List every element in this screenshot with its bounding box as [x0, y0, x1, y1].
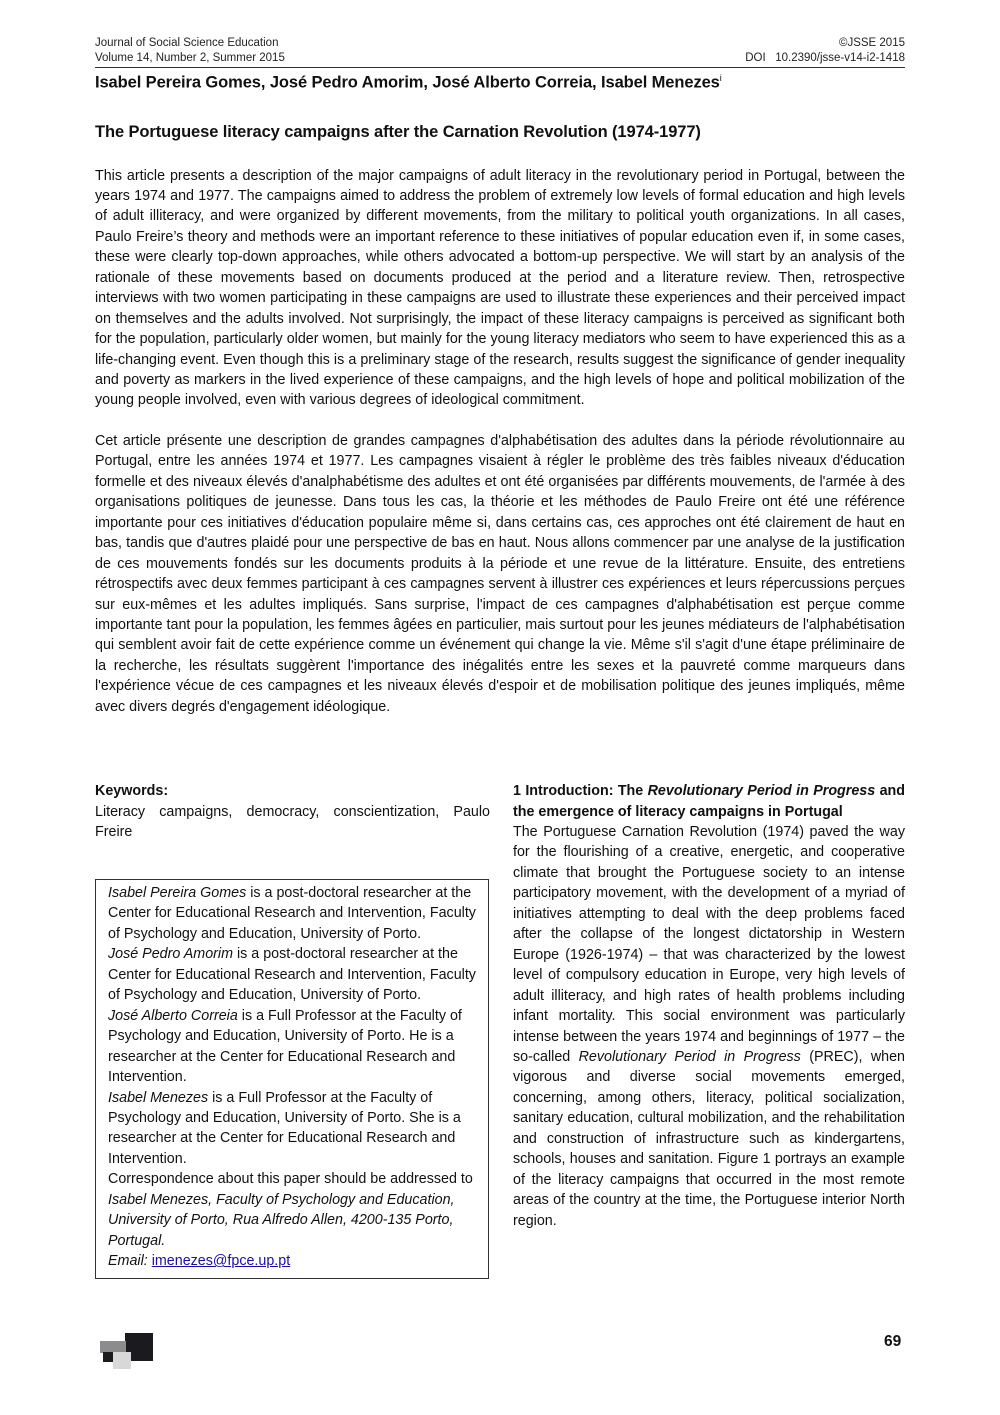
keywords-label: Keywords: — [95, 783, 169, 799]
doi: DOI 10.2390/jsse-v14-i2-1418 — [745, 52, 905, 64]
journal-logo-icon — [100, 1333, 160, 1369]
bio-item — [108, 1006, 476, 1088]
running-header — [95, 36, 905, 68]
email-link[interactable]: imenezes@fpce.up.pt — [151, 1253, 291, 1270]
correspondence-address: Isabel Menezes, Faculty of Psychology and Education, University of Porto, Rua Alfredo Allen, 4200-135 Porto, Portugal. — [108, 1191, 455, 1249]
bio-name: Isabel Menezes — [108, 1089, 209, 1106]
authors-text: Isabel Pereira Gomes, José Pedro Amorim, José Alberto Correia, Isabel Menezes — [95, 73, 720, 92]
journal-name: Journal of Social Science Education — [95, 37, 279, 49]
heading-prefix: 1 Introduction: The — [513, 783, 648, 799]
right-column — [513, 781, 905, 1231]
author-bio-box — [95, 879, 489, 1279]
article-title: The Portuguese literacy campaigns after the Carnation Revolution (1974-1977) — [95, 122, 701, 141]
bio-item — [108, 944, 476, 1005]
keywords-text: Literacy campaigns, democracy, conscientization, Paulo Freire — [95, 803, 490, 840]
correspondence — [108, 1169, 476, 1251]
bio-name: José Pedro Amorim — [108, 946, 234, 963]
bio-name: Isabel Pereira Gomes — [108, 885, 247, 901]
abstract-english: This article presents a description of the major campaigns of adult literacy in the revolutionary period in Portugal, between the years 1974 and 1977. The campaigns aimed to address the problem of extremely low levels of formal education and high levels of adult illiteracy, and were organized by different movements, from the military to political youth organizations. In all cases, Paulo Freire’s theory and methods were an important reference to these initiatives of popular education even if, in some cases, these were clearly top-down approaches, while others advocated a bottom-up perspective. We will start by an analysis of the rationale of these movements based on documents produced at the period and a literature review. Then, retrospective interviews with two women participating in these campaigns are used to illustrate these experiences and their perceived impact on themselves and the adults involved. Not surprisingly, the impact of these literacy campaigns is perceived as significant both for the population, particularly older women, but mainly for the young literacy mediators who seem to have experienced this as a life-changing event. Even though this is a preliminary stage of the research, results suggest the significance of gender inequality and poverty as markers in the lived experience of these campaigns, and the high levels of hope and political mobilization of the young people involved, even with various degrees of ideological commitment. — [95, 167, 905, 409]
bio-text: is a post-doctoral researcher at the Center for Educational Research and Intervention, Faculty of Psychology and Education, University of Porto. — [108, 946, 476, 1004]
journal-page — [95, 36, 905, 1270]
body-italic: Revolutionary Period in Progress — [578, 1048, 801, 1065]
left-column — [95, 781, 490, 1270]
section-heading — [513, 781, 905, 822]
bio-name: José Alberto Correia — [108, 1007, 238, 1024]
section-body — [513, 822, 905, 1231]
bio-text: is a post-doctoral researcher at the Center for Educational Research and Intervention, Faculty of Psychology and Education, University of Porto. — [108, 885, 476, 942]
bio-text: is a Full Professor at the Faculty of Psychology and Education, University of Porto. She is a researcher at the Center for Educational Research and Intervention. — [108, 1089, 461, 1167]
correspondence-prefix: Correspondence about this paper should be addressed to — [108, 1171, 473, 1188]
bio-item — [108, 883, 476, 944]
volume-info: Volume 14, Number 2, Summer 2015 — [95, 52, 285, 64]
body-text: The Portuguese Carnation Revolution (1974) paved the way for the flourishing of a creative, energetic, and cooperative climate that brought the Portuguese society to an intense participatory movement, with the development of a myriad of initiatives attempting to deal with the deep problems faced after the collapse of the longest dictatorship in Western Europe (1926-1974) – that was characterized by the lowest level of compulsory education in Europe, very high levels of adult illiteracy, and high rates of health problems including infant mortality. This social environment was particularly intense between the years 1974 and beginnings of 1977 – the so-called — [513, 824, 905, 1065]
abstract-french: Cet article présente une description de grandes campagnes d'alphabétisation des adultes dans la période révolutionnaire au Portugal, entre les années 1974 et 1977. Les campagnes visaient à régler le problème des très faibles niveaux d'éducation formelle et des niveaux élevés d'analphabétisme des adultes et ont été organisées par différents mouvements, de l'armée à des organisations politiques de jeunesse. Dans tous les cas, la théorie et les méthodes de Paulo Freire ont été une référence importante pour ces initiatives d'éducation populaire même si, dans certains cas, ces approches ont été clairement de haut en bas, tandis que d'autres plaidé pour une perspective de bas en haut. Nous allons commencer par une analyse de la justification de ces mouvements fondés sur les documents produits à la période et une revue de la littérature. Ensuite, des entretiens rétrospectifs avec deux femmes participant à ces campagnes servent à illustrer ces expériences et leurs répercussions perçues sur eux-mêmes et les adultes impliqués. Sans surprise, l'impact de ces campagnes d'alphabétisation est perçue comme importante tant pour la population, les femmes âgées en particulier, mais surtout pour les jeunes médiateurs de l'alphabétisation qui semblent avoir fait de cette expérience comme un événement qui change la vie. Même s'il s'agit d'une étape préliminaire de la recherche, les résultats suggèrent l'importance des inégalités entre les sexes et la pauvreté comme marqueurs dans l'expérience vécue de ces campagnes et les niveaux élevés d'espoir et de mobilisation politique des jeunes impliqués, même avec divers degrés d'engagement idéologique. — [95, 432, 905, 715]
bio-item — [108, 1088, 476, 1170]
bio-text: is a Full Professor at the Faculty of Psychology and Education, University of Porto. He is a researcher at the Center for Educational Research and Intervention. — [108, 1007, 462, 1086]
author-list — [95, 73, 905, 93]
email-line — [108, 1251, 476, 1271]
body-text: (PREC), when vigorous and diverse social movements emerged, concerning, among others, literacy, political socialization, sanitary education, cultural mobilization, and the rehabilitation and construction of infrastructure such as kindergartens, schools, houses and sanitation. Figure 1 portrays an example of the literacy campaigns that occurred in the most remote areas of the country at the time, the Portuguese interior North region. — [513, 1048, 905, 1229]
heading-suffix: and the emergence of literacy campaigns in Portugal — [513, 783, 905, 820]
page-number: 69 — [884, 1333, 902, 1350]
copyright: ©JSSE 2015 — [838, 37, 905, 49]
footnote-mark[interactable]: i — [719, 73, 722, 83]
heading-italic: Revolutionary Period in Progress — [647, 783, 876, 799]
header-rule — [95, 67, 905, 68]
email-label: Email: — [108, 1253, 152, 1270]
